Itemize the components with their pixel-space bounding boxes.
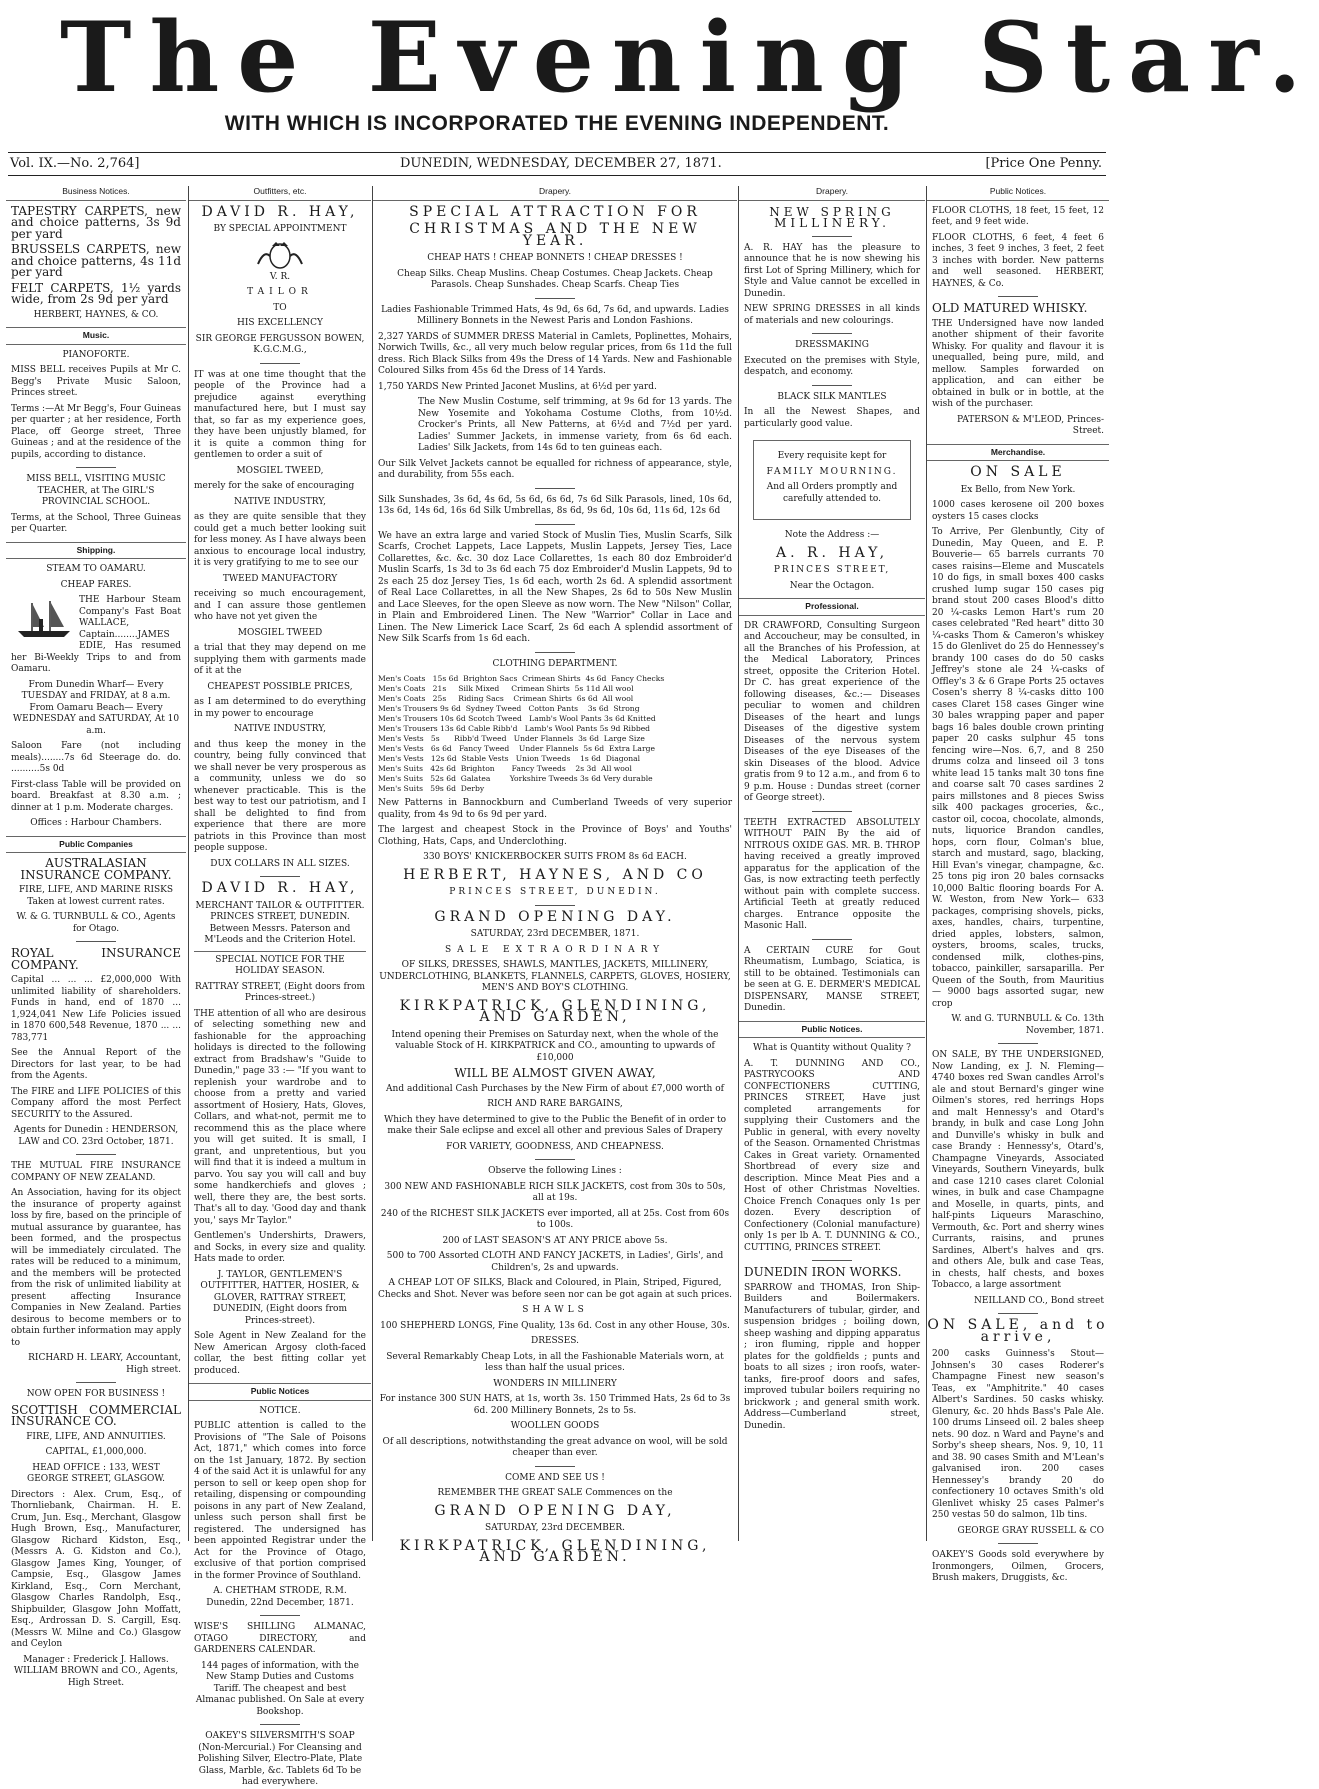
ad-oakey-goods: OAKEY'S Goods sold everywhere by Ironmongers, Oilmen, Grocers, Brush makers, Druggists, &c. [932, 1550, 1104, 1583]
paterson-mleod: PATERSON & M'LEOD, Princes-Street. [956, 414, 1104, 436]
native-industry-2: NATIVE INDUSTRY, [234, 724, 326, 734]
offices: Offices : Harbour Chambers. [30, 818, 162, 828]
ad-australasian: AUSTRALASIAN INSURANCE COMPANY. [20, 856, 172, 882]
sailing-schedule: From Dunedin Wharf— Every TUESDAY and FRIDAY, at 8 a.m. From Oamaru Beach— Every WEDNESDAY and SATURDAY, At 10 a.m. [12, 679, 180, 736]
head-office: HEAD OFFICE : 133, WEST GEORGE STREET, GLASGOW. [27, 1462, 165, 1484]
divider [260, 363, 300, 364]
section-professional: Professional. [739, 598, 925, 616]
now-open: NOW OPEN FOR BUSINESS ! [26, 1389, 166, 1399]
jackets-200: 200 of LAST SEASON'S AT ANY PRICE above 5s. [442, 1235, 668, 1246]
special-attraction: SPECIAL ATTRACTION FOR [409, 203, 701, 220]
dresses-heading: DRESSES. [530, 1336, 579, 1346]
princes-street: PRINCES STREET, DUNEDIN. [449, 887, 661, 897]
newspaper-title: The Evening Star. [60, 1, 1319, 114]
mosgiel-tweed-2: MOSGIEL TWEED [237, 627, 323, 638]
royal-agents: Agents for Dunedin : HENDERSON, LAW and CO. 23rd October, 1871. [13, 1125, 179, 1147]
column-3 [372, 186, 737, 1565]
taylor-undershirts: Gentlemen's Undershirts, Drawers, and Socks, in every size and quality. Hats made to order. [194, 1231, 366, 1264]
cheapest-prices: CHEAPEST POSSIBLE PRICES, [207, 681, 353, 692]
divider [76, 941, 116, 942]
royal-annual-report: See the Annual Report of the Directors for last year, to be had from the Agents. [11, 1048, 181, 1081]
divider [535, 298, 575, 299]
muslins-1750: 1,750 YARDS New Printed Jaconet Muslins, at 6½d per yard. [378, 381, 657, 392]
turnbull-signature: W. and G. TURNBULL & Co. 13th November, 1871. [951, 1014, 1104, 1036]
hay-body-7: and thus keep the money in the country, being fully convinced that we shall never be very prosperous as a community, unless we do so whenever practicable. This is the best way to test our patriotism, and I shall be delighted to find from experience that there are more patriots in this Province than most people suppose. [194, 739, 366, 853]
ad-miss-bell-terms: Terms :—At Mr Begg's, Four Guineas per quarter ; at her residence, Forth Place, off George street, Three Guineas ; and at the residence of the pupils, according to distance. [11, 403, 181, 460]
spring-dresses: NEW SPRING DRESSES in all kinds of materials and new colourings. [744, 304, 920, 326]
ad-dunning: A. T. DUNNING AND CO., PASTRYCOOKS AND CONFECTIONERS CUTTING, PRINCES STREET, Have just completed arrangements for supplying their Customers and the Public in general, with every novelty of the Season. Ornamented Christmas Cakes in Great variety. Ornamented Shortbread of every size and description. Mince Meat Pies and a Host of other Christmas Novelties. Choice French Conaques only 1s per dozen. Every description of Confectionery (Colonial manufacture) only 1s per lb A. T. DUNNING & CO., CUTTING, PRINCES STREET. [744, 1058, 920, 1253]
ad-harbour-steam: THE Harbour Steam Company's Fast Boat WALLACE, Captain........JAMES EDIE, Has resumed her Bi-Weekly Trips to and from Oamaru. [11, 595, 181, 674]
divider [535, 652, 575, 653]
on-sale: ON SALE [970, 464, 1066, 480]
saturday-date-2: SATURDAY, 23rd DECEMBER. [484, 1523, 626, 1533]
divider [812, 1260, 852, 1261]
remember-sale: REMEMBER THE GREAT SALE Commences on the [437, 1488, 673, 1498]
directors: Directors : Alex. Crum, Esq., of Thornliebank, Chairman. H. E. Crum, Jun. Esq., Merchant, Glasgow Hugh Brown, Esq., Manufacturer, Glasgow Richard Kidston, Esq., (Messrs A. G. Kidston and Co.), Glasgow James King, Younger, of Campsie, Esq., Glasgow James Kirkland, Esq., Corn Merchant, Glasgow Charles Randolph, Esq., Shipbuilder, Glasgow John Moffatt, Esq., Ardrossan D. S. Cargill, Esq. (Messrs W. Milne and Co.) Glasgow and Ceylon [11, 1489, 181, 1649]
mantles-details: In all the Newest Shapes, and particularly good value. [744, 407, 920, 429]
mosgiel-tweed: MOSGIEL TWEED, [236, 465, 324, 476]
mourning-requisite: Every requisite kept for [777, 451, 887, 461]
sale-items: OF SILKS, DRESSES, SHAWLS, MANTLES, JACKETS, MILLINERY, UNDERCLOTHING, BLANKETS, FLANNELS, CARPETS, GLOVES, HOSIERY, MEN'S AND BOY'S CLOTHING. [379, 960, 731, 993]
section-public-notices-3: Public Notices. [927, 186, 1109, 201]
his-excellency: HIS EXCELLENCY [237, 318, 323, 328]
cheap-list: Cheap Silks. Cheap Muslins. Cheap Costumes. Cheap Jackets. Cheap Parasols. Cheap Sunshades. Cheap Scarfs. Cheap Ties [397, 268, 713, 290]
pianoforte-heading: PIANOFORTE. [62, 349, 130, 360]
ladies-hats: Ladies Fashionable Trimmed Hats, 4s 9d, 6s 6d, 7s 6d, and upwards. Ladies Millinery Bonnets in the Newest Paris and London Fashions. [381, 304, 729, 326]
to: TO [273, 302, 287, 313]
divider [812, 939, 852, 940]
section-music: Music. [6, 327, 186, 345]
divider [76, 1382, 116, 1383]
rattray-street: RATTRAY STREET, (Eight doors from Princes-street.) [194, 981, 366, 1003]
old-matured-whisky: OLD MATURED WHISKY. [932, 301, 1088, 315]
mourning-orders: And all Orders promptly and carefully attended to. [766, 482, 898, 504]
ad-teeth-extracted: TEETH EXTRACTED ABSOLUTELY WITHOUT PAIN By the aid of NITROUS OXIDE GAS. MR. B. THROP having received a greatly improved apparatus for the application of the Gas, is now extracting teeth perfectly without pain with complete success. Artificial Teeth at greatly reduced charges. Entrance opposite the Masonic Hall. [744, 817, 920, 931]
taylor-sole-agent: Sole Agent in New Zealand for the New American Argosy cloth-faced collar, the best fitting collar yet produced. [194, 1331, 366, 1376]
ad-floor-cloths-1: FLOOR CLOTHS, 18 feet, 15 feet, 12 feet, and 9 feet wide. [932, 205, 1104, 227]
woollen-heading: WOOLLEN GOODS [510, 1421, 600, 1431]
divider [998, 1543, 1038, 1544]
kirkpatrick-glendining-2: KIRKPATRICK, GLENDINING, AND GARDEN. [399, 1537, 711, 1565]
native-industry: NATIVE INDUSTRY, [234, 496, 326, 507]
bello-list: 1000 cases kerosene oil 200 boxes oysters 15 cases clocks [932, 500, 1104, 522]
boys-clothing: The largest and cheapest Stock in the Province of Boys' and Youths' Clothing, Hats, Caps, and Underclothing. [378, 825, 732, 847]
variety-goodness: FOR VARIETY, GOODNESS, AND CHEAPNESS. [446, 1141, 664, 1152]
ad-sparrow-thomas: SPARROW and THOMAS, Iron Ship-Builders and Boilermakers. Manufacturers of tubular, girder, and suspension bridges ; boiling down, sheep washing and dipping apparatus ; iron fluming, ripple and hopper plates for the goldfields ; punts and boats to all sizes ; iron roofs, water-tanks, fire-proof doors and safes, improved tubular boilers requiring no brickwork ; and general smith work. Address—Cumberland street, Dunedin. [744, 1282, 920, 1431]
ex-bello: Ex Bello, from New York. [960, 484, 1076, 495]
column-2 [188, 186, 371, 1787]
woollen-details: Of all descriptions, notwithstanding the great advance on wool, will be sold cheaper than ever. [382, 1436, 728, 1458]
mourning-box [753, 440, 911, 520]
manager: Manager : Frederick J. Hallows. WILLIAM BROWN and CO., Agents, High Street. [13, 1654, 179, 1688]
cheap-hats: CHEAP HATS ! CHEAP BONNETS ! CHEAP DRESSES ! [427, 253, 683, 263]
to-arrive-list: To Arrive, Per Glenbuntly, City of Dunedin, May Queen, and E. P. Bouverie— 65 barrels currants 70 cases raisins—Eleme and Muscatels 10 do figs, in small boxes 400 casks crushed lump sugar 150 cases pig brand stout 200 cases Blood's ditto 20 ¼-casks Lemon Hart's rum 20 cases celebrated "Red heart" ditto 30 ¼-casks Thom & Cameron's whiskey 15 do Glenlivet do 25 do Hennessey's brandy 100 cases do do 50 casks Jeffrey's stone ale 24 ¼-casks of Offley's 3 & 6 Grape Ports 25 octaves Cosen's sherry 8 ¼-casks ditto 100 cases Claret 158 cases Ginger wine 30 bales wrapping paper and paper bags 16 bales double crown printing paper 20 casks sulphur 45 tons fencing wire—Nos. 6,7, and 8 250 drums colza and linseed oil 3 tons white lead 15 tanks malt 30 tons fine and coarse salt 70 cases sardines 2 pairs millstones and 8 pieces Swiss silk 400 packages groceries, &c., castor oil, cocoa, chocolate, almonds, nuts, liquorice Brandon candles, hops, corn flour, Colman's blue, starch and mustard, sago, blacking, Hill Evan's vinegar, champagne, &c. 25 tons pig iron 20 bales cornsacks 10,000 Baltic flooring boards For A. W. Weston, from New York— 633 packages, comprising shovels, picks, axes, handles, chairs, turpentine, dried apples, lobsters, salmon, oysters, brooms, scales, trucks, condensed milk, clothes-pins, tobacco, painkiller, sarsaparilla. Per Queen of the South, from Mauritius— 9000 bags assorted sugar, new crop [932, 527, 1104, 1009]
ad-tapestry-carpets: TAPESTRY CARPETS, new and choice patterns, 3s 9d per yard [11, 203, 181, 241]
royal-capital: Capital ... ... ... £2,000,000 With unlimited liability of shareholders. Funds in hand, end of 1870 ... 1,924,041 New Life Policies issued in 1870 600,548 Revenue, 1870 ... ... 783,771 [11, 975, 181, 1043]
wonders-details: For instance 300 SUN HATS, at 1s, worth 3s. 150 Trimmed Hats, 2s 6d to 3s 6d. 200 Millinery Bonnets, 2s to 5s. [379, 1394, 731, 1416]
saturday-date: SATURDAY, 23rd DECEMBER, 1871. [470, 929, 640, 939]
sale-extraordinary: SALE EXTRAORDINARY [444, 944, 666, 955]
section-public-companies: Public Companies [6, 836, 186, 854]
royal-crest-icon [250, 240, 310, 270]
jackets-300: 300 NEW AND FASHIONABLE RICH SILK JACKETS, cost from 30s to 50s, all at 19s. [384, 1181, 726, 1203]
divider [260, 1724, 300, 1725]
column-4 [738, 186, 925, 1541]
hay-body-4: receiving so much encouragement, and I can assure those gentlemen who have not yet given the [194, 589, 366, 622]
section-outfitters: Outfitters, etc. [189, 186, 371, 201]
section-drapery-2: Drapery. [739, 186, 925, 201]
ad-david-hay-2: DAVID R. HAY, [201, 880, 359, 896]
hay-body-2: merely for the sake of encouraging [194, 481, 355, 491]
ties-scarfs: We have an extra large and varied Stock of Muslin Ties, Muslin Scarfs, Silk Scarfs, Crochet Lappets, Lace Lappets, Muslin Lappets, Jersey Ties, Lace Collarettes, &c. &c. 30 doz Lace Collarettes, 1s each 80 doz Embroider'd Muslin Scarfs, 1s 3d to 3s 6d each 75 doz Embroider'd Muslin Lappets, 9d to 2s each 25 doz Jersey Ties, 1s 6d each, worth 2s 6d. A splendid assortment of Real Lace Collarettes, in all the New Shapes, 2s 6d to 50s New Muslin and Lace Sleeves, for the open Sleeve as now worn. The New "Nilson" Collar, in Plain and Embroidered Linen. The New "Warrior" Collar in Lace and Linen. The New Limerick Lace Scarf, 2s 6d each A splendid assortment of New Silk Scarfs from 1s 6d each. [378, 530, 732, 644]
kirkpatrick-glendining: KIRKPATRICK, GLENDINING, AND GARDEN, [399, 997, 711, 1025]
tailor: TAILOR [247, 287, 313, 297]
strode-signature: A. CHETHAM STRODE, R.M. Dunedin, 22nd December, 1871. [206, 1586, 354, 1608]
grand-opening-day: GRAND OPENING DAY. [434, 908, 676, 925]
clothing-department: CLOTHING DEPARTMENT. [492, 658, 618, 669]
divider [812, 385, 852, 386]
hay-body-1: IT was at one time thought that the people of the Province had a prejudice against everything manufactured here, but I must say that, so far as my experience goes, they have been unjustly blamed, for it is quite a common thing for gentlemen to order a suit of [194, 369, 366, 460]
ad-dr-crawford: DR CRAWFORD, Consulting Surgeon and Accoucheur, may be consulted, in all the Branches of his Profession, at the Medical Laboratory, Princes street, opposite the Criterion Hotel. Dr C. has great experience of the following diseases, &c.:— Diseases peculiar to women and children Diseases of the heart and lungs Diseases of the digestive system Diseases of the nervous system Diseases of the eye Diseases of the skin Diseases of the blood. Advice gratis from 9 to 12 a.m., and from 6 to 9 p.m. House : Dundas street (corner of George street). [744, 620, 920, 803]
divider [535, 905, 575, 906]
divider [998, 1313, 1038, 1314]
column-5 [926, 186, 1109, 1583]
ad-miss-bell-visiting-terms: Terms, at the School, Three Guineas per Quarter. [11, 512, 181, 534]
hay-body-5: a trial that they may depend on me supplying them with garments made of it at the [194, 643, 366, 676]
special-notice: SPECIAL NOTICE FOR THE HOLIDAY SEASON. [194, 951, 366, 978]
vr-initials: V. R. [269, 271, 291, 282]
ad-scottish-commercial: SCOTTISH COMMERCIAL INSURANCE CO. [11, 1402, 181, 1428]
ad-oakey-soap: OAKEY'S SILVERSMITH'S SOAP (Non-Mercurial.) For Cleansing and Polishing Silver, Electro-Plate, Plate Glass, Marble, &c. Tablets 6d To be had everywhere. [197, 1731, 363, 1787]
poisons-notice: PUBLIC attention is called to the Provisions of "The Sale of Poisons Act, 1871," which comes into force on the 1st January, 1872. By section 4 of the said Act it is unlawful for any person to sell or keep open shop for retailing, dispensing or compounding poisons in any part of New Zealand, unless such person shall first be registered. The undersigned has been appointed Registrar under the Act for the Province of Otago, exclusive of that portion comprised in the former Province of Southland. [194, 1421, 366, 1581]
cheap-silks: A CHEAP LOT OF SILKS, Black and Coloured, in Plain, Striped, Figured, Checks and Shot. Never was before seen nor can be got again at such prices. [378, 1278, 732, 1300]
special-appointment: BY SPECIAL APPOINTMENT [213, 224, 347, 234]
new-spring-millinery: NEW SPRING MILLINERY. [769, 204, 895, 230]
sunshades: Silk Sunshades, 3s 6d, 4s 6d, 5s 6d, 6s 6d, 7s 6d Silk Parasols, lined, 10s 6d, 13s 6d, 14s 6d, 16s 6d Silk Umbrellas, 8s 6d, 9s 6d, 10s 6d, 11s 6d, 12s 6d [378, 494, 732, 516]
scottish-lines: FIRE, LIFE, AND ANNUITIES. [26, 1431, 166, 1442]
ad-mutual-fire: THE MUTUAL FIRE INSURANCE COMPANY OF NEW ZEALAND. [11, 1161, 181, 1183]
divider [260, 876, 300, 877]
russell-signature: GEORGE GRAY RUSSELL & CO [957, 1525, 1104, 1536]
merchant-tailor: MERCHANT TAILOR & OUTFITTER. PRINCES STREET, DUNEDIN. Between Messrs. Paterson and M'Leods and the Criterion Hotel. [195, 900, 365, 945]
shawls-heading: SHAWLS [522, 1305, 588, 1315]
bannockburn-tweeds: New Patterns in Bannockburn and Cumberland Tweeds of very superior quality, from 4s 9d to 6s 9d per yard. [378, 798, 732, 820]
family-mourning: FAMILY MOURNING. [766, 466, 898, 477]
herbert-haynes: HERBERT, HAYNES, AND CO [403, 866, 707, 883]
hay-body-3: as they are quite sensible that they could get a much better looking suit for less money. As I have always been anxious to encourage local industry, it is very gratifying to me to see our [194, 512, 366, 568]
ad-david-hay: DAVID R. HAY, [201, 203, 359, 220]
ad-certain-cure: A CERTAIN CURE for Gout Rheumatism, Lumbago, Sciatica, is still to be obtained. Testimonials can be seen at G. E. DERMER'S MEDICAL DISPENSARY, MANSE STREET, Dunedin. [744, 945, 920, 1013]
divider [998, 296, 1038, 297]
on-sale-undersigned: ON SALE, BY THE UNDERSIGNED, Now Landing, ex J. N. Fleming— 4740 boxes red Swan candles Arrol's ale and stout Bernard's ginger wine Oilmen's stores, red herrings Hops and malt Hennessy's and Otard's brandy, in bulk and case Long John and Dunville's whisky in bulk and case Brandy : Hennessy's, Otard's, Champagne Vineyards, Associated Vineyards, Southern Vineyards, bulk and case 1210 cases claret Colonial wines, in bulk and case Champagne and Moselle, in quarts, pints, and half-pints Liqueurs Maraschino, Vermouth, &c. Port and sherry wines Currants, raisins, and prunes Sardines, Albert's halves and qrs. and others Ale, bulk and case Teas, in chests, half chests, and boxes Tobacco, a large assortment [932, 1050, 1104, 1290]
wonders-millinery: WONDERS IN MILLINERY [493, 1378, 617, 1389]
section-business-notices: Business Notices. [6, 186, 186, 201]
divider [76, 467, 116, 468]
dunedin-iron-works: DUNEDIN IRON WORKS. [744, 1265, 902, 1279]
divider [535, 488, 575, 489]
section-public-notices: Public Notices [189, 1383, 371, 1401]
tweed-manufactory: TWEED MANUFACTORY [222, 573, 338, 584]
divider [535, 1466, 575, 1467]
royal-policies: The FIRE and LIFE POLICIES of this Company afford the most Perfect SECURITY to the Assured. [11, 1086, 181, 1120]
summer-dress-2327: 2,327 YARDS of SUMMER DRESS Material in Camlets, Poplinettes, Mohairs, Norwich Twills, &c., all very much below regular prices, from 6s 11d the full dress. Rich Black Silks from 49s the Dress of 14 Yards. New and Fashionable Coloured Silks from 45s 6d the Dress of 14 Yards. [378, 331, 732, 376]
dressmaking-details: Executed on the premises with Style, despatch, and economy. [744, 355, 920, 377]
taylor-body: THE attention of all who are desirous of selecting something new and fashionable for the approaching holidays is directed to the following extract from Bradshaw's "Guide to Dunedin," page 33 :— "If you want to replenish your wardrobe and to choose from a pretty and varied assortment of Hosiery, Hats, Gloves, Collars, and what-not, permit me to recommend this as the place where you will get suited. It is small, I grant, and unpretentious, but you will find that it is indeed a multum in parvo. You say you will call and buy some handkerchiefs and gloves ; well, there they are, the best sorts. That's all to day. 'Good day and thank you,' says Mr Taylor." [194, 1008, 366, 1226]
divider [812, 811, 852, 812]
section-merchandise: Merchandise. [927, 444, 1109, 462]
christmas-new-year: CHRISTMAS AND THE NEW YEAR. [409, 221, 701, 249]
dresses-lots: Several Remarkably Cheap Lots, in all the Fashionable Materials worn, at less than half the usual prices. [386, 1351, 724, 1373]
ad-wise-almanac: WISE'S SHILLING ALMANAC, OTAGO DIRECTORY, and GARDENERS CALENDAR. [194, 1622, 366, 1655]
column-1 [6, 186, 186, 1688]
quality-question: What is Quantity without Quality ? [752, 1043, 911, 1053]
newspaper-subtitle: WITH WHICH IS INCORPORATED THE EVENING INDEPENDENT. [224, 112, 890, 135]
hay-body-6: as I am determined to do everything in my power to encourage [194, 697, 366, 719]
dateline-bar [8, 152, 1106, 176]
divider [535, 524, 575, 525]
divider [812, 236, 852, 237]
wise-details: 144 pages of information, with the New Stamp Duties and Customs Tariff. The cheapest and best Almanac published. On Sale at every Bookshop. [195, 1660, 365, 1717]
steamship-icon [14, 597, 74, 641]
steam-heading: STEAM TO OAMARU. [46, 564, 146, 574]
dateline: DUNEDIN, WEDNESDAY, DECEMBER 27, 1871. [400, 156, 722, 171]
on-sale-arrive: ON SALE, and to arrive, [927, 1317, 1109, 1345]
divider [535, 1159, 575, 1160]
leary-signature: RICHARD H. LEARY, Accountant, High street. [28, 1353, 181, 1375]
ad-miss-bell-visiting: MISS BELL, VISITING MUSIC TEACHER, at The GIRL'S PROVINCIAL SCHOOL. [26, 474, 166, 507]
silk-velvet: Our Silk Velvet Jackets cannot be equalled for richness of appearance, style, and durability, from 55s each. [378, 458, 732, 480]
section-shipping: Shipping. [6, 542, 186, 560]
intend-opening: Intend opening their Premises on Saturday next, when the whole of the valuable Stock of H. KIRKPATRICK and CO., amounting to upwards of £10,000 [391, 1029, 719, 1063]
ad-brussels-carpets: BRUSSELS CARPETS, new and choice patterns, 4s 11d per yard [11, 242, 181, 279]
note-address: Note the Address :— [784, 530, 880, 540]
mutual-body: An Association, having for its object the insurance of property against loss by fire, based on the principle of mutual assurance by guarantee, has been formed, and the prospectus will be immediately circulated. The rates will be reduced to a minimum, and the members will be protected from the risk of unlimited liability at present affecting Insurance Companies in New Zealand. Parties desirous to become members or to obtain further information may apply to [11, 1188, 181, 1348]
divider [260, 1615, 300, 1616]
jackets-240: 240 of the RICHEST SILK JACKETS ever imported, all at 25s. Cost from 60s to 100s. [380, 1208, 730, 1230]
near-octagon: Near the Octagon. [789, 580, 875, 591]
additional-purchases: And additional Cash Purchases by the New Firm of about £7,000 worth of [386, 1083, 724, 1094]
table-notice: First-class Table will be provided on board. Breakfast at 8.30 a.m. ; dinner at 1 p.m. Moderate charges. [11, 779, 181, 813]
whisky-details: THE Undersigned have now landed another shipment of their favorite Whisky. For quality and flavour it is unequalled, being pure, mild, and mellow. Samples forwarded on application, and can either be obtained in bulk or in bottle, at the wish of the purchaser. [932, 318, 1104, 409]
price: [Price One Penny. [985, 156, 1102, 171]
section-drapery: Drapery. [373, 186, 737, 201]
clothing-table: Men's Coats 15s 6d Brighton Sacs Crimean Shirts 4s 6d Fancy Checks Men's Coats 21s Silk Mixed Crimean Shirts 5s 11d All wool Men's Coats 25s Riding Sacs Crimean Shirts 6s 6d All wool Men's Trousers 9s 6d Sydney Tweed Cotton Pants 3s 6d Strong Men's Trousers 10s 6d Scotch Tweed Lamb's Wool Pants 3s 6d Knitted Men's Trousers 13s 6d Cable Ribb'd Lamb's Wool Pants 5s 9d Ribbed Men's Vests 5s Ribb'd Tweed Under Flannels 3s 6d Large Size Men's Vests 6s 6d Fancy Tweed Under Flannels 5s 6d Extra Large Men's Vests 12s 6d Stable Vests Union Tweeds 1s 6d Diagonal Men's Suits 42s 6d Brighton Fancy Tweeds 2s 3d All wool Men's Suits 52s 6d Galatea Yorkshire Tweeds 3s 6d Very durable Men's Suits 59s 6d Derby [378, 674, 665, 793]
taylor-signature: J. TAYLOR, GENTLEMEN'S OUTFITTER, HATTER, HOSIER, & GLOVER, RATTRAY STREET, DUNEDIN, (Eight doors from Princes-street). [200, 1269, 360, 1326]
rich-rare-bargains: RICH AND RARE BARGAINS, [487, 1099, 623, 1109]
sale-eclipse: Which they have determined to give to the Public the Benefit of in order to make their Sale eclipse and excel all other and previous Sales of Drapery [383, 1114, 727, 1136]
ad-royal-insurance: ROYAL INSURANCE COMPANY. [11, 946, 181, 972]
columns [6, 186, 1109, 1787]
dressmaking: DRESSMAKING [795, 340, 869, 350]
fares: Saloon Fare (not including meals)........7s 6d Steerage do. do. ..........5s 0d [11, 741, 181, 774]
almost-given-away: WILL BE ALMOST GIVEN AWAY, [454, 1066, 656, 1080]
divider [998, 1043, 1038, 1044]
dux-collars: DUX COLLARS IN ALL SIZES. [210, 858, 350, 869]
ad-felt-carpets: FELT CARPETS, 1½ yards wide, from 2s 9d per yard [11, 280, 181, 306]
volume-number: Vol. IX.—No. 2,764] [10, 156, 140, 171]
divider [76, 1154, 116, 1155]
section-public-notices-2: Public Notices. [739, 1021, 925, 1039]
grand-opening-day-2: GRAND OPENING DAY, [434, 1502, 676, 1519]
advertiser: HERBERT, HAYNES, & CO. [33, 309, 159, 320]
jackets-500: 500 to 700 Assorted CLOTH AND FANCY JACKETS, in Ladies', Girls', and Children's, 2s and upwards. [386, 1251, 724, 1273]
ad-floor-cloths-2: FLOOR CLOTHS, 6 feet, 4 feet 6 inches, 3 feet 9 inches, 3 feet, 2 feet 3 inches with border. New patterns and well seasoned. HERBERT, HAYNES, & Co. [932, 232, 1104, 289]
observe-lines: Observe the following Lines : [488, 1166, 622, 1176]
sir-george-bowen: SIR GEORGE FERGUSSON BOWEN, K.G.C.M.G., [195, 333, 365, 355]
black-silk-mantles: BLACK SILK MANTLES [777, 391, 887, 402]
cheap-fares: CHEAP FARES. [60, 579, 132, 590]
notice-heading: NOTICE. [259, 1405, 301, 1416]
knickerbocker-suits: 330 BOYS' KNICKERBOCKER SUITS FROM 8s 6d EACH. [423, 852, 687, 862]
come-and-see: COME AND SEE US ! [505, 1472, 605, 1483]
costume-list: The New Muslin Costume, self trimming, at 9s 6d for 13 yards. The New Yosemite and Yokohama Costume Cloths, from 10½d. Crocker's Prints, all New Patterns, at 6½d and 7½d per yard. Ladies' Summer Jackets, in immense variety, from 6s 6d each. Ladies' Silk Jackets, from 14s 6d to ten guineas each. [418, 397, 732, 453]
scottish-capital: CAPITAL, £1,000,000. [45, 1447, 147, 1457]
ad-miss-bell: MISS BELL receives Pupils at Mr C. Begg's Private Music Saloon, Princes street. [11, 365, 181, 398]
neilland-signature: NEILLAND CO., Bond street [974, 1295, 1104, 1306]
fire-life-marine: FIRE, LIFE, AND MARINE RISKS Taken at lowest current rates. [18, 885, 174, 907]
divider [812, 333, 852, 334]
turnbull-agents: W. & G. TURNBULL & CO., Agents for Otago. [16, 912, 176, 934]
russell-list: 200 casks Guinness's Stout—Johnsen's 30 cases Roderer's Champagne Finest new season's Teas, ex "Amphitrite." 40 cases Albert's Sardines. 50 casks whisky. Glenury, &c. 20 hhds Bass's Pale Ale. 100 drums Linseed oil. 2 bales sheep nets. 90 doz. n Ward and Payne's and Sorby's sheep shears, Nos. 9, 10, 11 and 38. 90 cases Smith and M'Lean's galvanised iron. 200 cases Hennessey's brandy 20 do confectionery 10 octaves Smith's old Glenlivet whisky 25 cases Palmer's 250 vestas 50 do salmon, 1lb tins. [932, 1349, 1104, 1520]
shepherd-longs: 100 SHEPHERD LONGS, Fine Quality, 13s 6d. Cost in any other House, 30s. [380, 1320, 730, 1331]
masthead [0, 0, 1319, 178]
ar-hay-announce: A. R. HAY has the pleasure to announce that he is now shewing his first Lot of Spring Millinery, which for Style and Value cannot be excelled in Dunedin. [744, 242, 920, 299]
ar-hay-name: A. R. HAY, [775, 544, 889, 561]
ar-hay-street: PRINCES STREET, [773, 565, 891, 575]
